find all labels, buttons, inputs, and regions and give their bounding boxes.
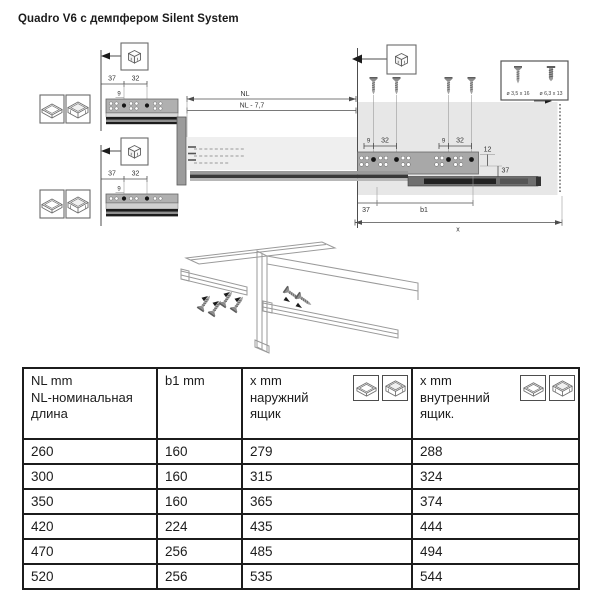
header-b1 (157, 368, 242, 439)
cell-nl: 260 (23, 439, 157, 464)
header-line: ящик (250, 406, 281, 422)
drawer-low-icon (353, 375, 379, 401)
arrow-left-icon (101, 148, 110, 155)
mounting-arrow-icon (296, 303, 303, 308)
header-line: x mm (250, 373, 282, 388)
dim-label-9: 9 (366, 138, 371, 145)
cell-x-outer: 279 (242, 439, 412, 464)
table-row (23, 439, 579, 464)
dim-label-37: 37 (108, 170, 116, 178)
dimensions-table (22, 367, 580, 590)
dim-label-x: x (456, 226, 460, 234)
drawer-type-icons (520, 375, 575, 401)
cell-nl: 420 (23, 514, 157, 539)
drawer-side-panel (187, 137, 358, 170)
drawer-type-icons-bottom (40, 190, 90, 218)
screw-icon (468, 77, 476, 95)
dim-label-9: 9 (117, 91, 121, 98)
drawer-back-panel (177, 117, 186, 185)
table-row (23, 564, 579, 589)
connector-cube-icon (129, 51, 141, 64)
dim-label-37: 37 (362, 207, 370, 214)
screw-icon (197, 293, 214, 312)
header-line: длина (31, 406, 68, 422)
cell-x-inner: 288 (412, 439, 579, 464)
header-line: ящик. (420, 406, 455, 422)
table-header-row (23, 368, 579, 439)
header-line: NL mm (31, 373, 73, 388)
dim-label-b1: b1 (420, 207, 428, 214)
cell-nl: 350 (23, 489, 157, 514)
front-profile-diagram-top (101, 43, 178, 131)
cell-b1: 256 (157, 539, 242, 564)
dim-label-nl-offset: NL - 7,7 (239, 102, 265, 110)
table-row (23, 539, 579, 564)
dim-label-32: 32 (381, 137, 389, 145)
screw-spec-box (501, 61, 568, 100)
cell-x-inner: 544 (412, 564, 579, 589)
cell-x-outer: 435 (242, 514, 412, 539)
cell-x-outer: 535 (242, 564, 412, 589)
dim-label-32: 32 (131, 170, 140, 178)
front-profile-diagram-bottom (101, 138, 178, 226)
screw-large-spec: ø 6,3 x 13 (539, 91, 563, 97)
cell-nl: 470 (23, 539, 157, 564)
connector-cube-icon (129, 146, 141, 159)
cell-nl: 520 (23, 564, 157, 589)
rail-profile (106, 99, 178, 113)
screw-icon (208, 298, 225, 317)
dim-label-nl: NL (240, 91, 250, 98)
cell-x-outer: 365 (242, 489, 412, 514)
drawer-high-icon (382, 375, 408, 401)
header-nl (23, 368, 157, 439)
cell-x-inner: 324 (412, 464, 579, 489)
mounting-arrow-icon (284, 297, 291, 302)
screw-icon (370, 77, 378, 95)
cell-x-outer: 315 (242, 464, 412, 489)
screw-small-spec: ø 3,5 x 16 (506, 91, 530, 97)
header-line: наружний (250, 389, 309, 405)
header-line: внутренний (420, 389, 490, 405)
drawer-type-icons (353, 375, 408, 401)
dim-label-32: 32 (456, 137, 464, 145)
drawer-high-icon (549, 375, 575, 401)
connector-cube-icon (396, 54, 408, 67)
dim-label-37: 37 (108, 75, 116, 83)
screw-icon (230, 294, 247, 313)
screw-icon (445, 77, 453, 95)
cell-b1: 160 (157, 489, 242, 514)
table-row (23, 489, 579, 514)
cell-x-outer: 485 (242, 539, 412, 564)
cell-b1: 256 (157, 564, 242, 589)
screw-icon (219, 289, 236, 308)
page-title: Quadro V6 с демпфером Silent System (18, 13, 239, 25)
header-x-inner (412, 368, 579, 439)
cell-b1: 160 (157, 464, 242, 489)
drawer-low-icon (520, 375, 546, 401)
cell-nl: 300 (23, 464, 157, 489)
header-line: NL-номинальная (31, 389, 133, 405)
header-line: x mm (420, 373, 452, 388)
cabinet-mounting-illustration (181, 242, 418, 353)
cell-x-inner: 444 (412, 514, 579, 539)
cell-b1: 160 (157, 439, 242, 464)
header-x-outer (242, 368, 412, 439)
table-row (23, 514, 579, 539)
dim-label-12: 12 (483, 146, 492, 154)
arrow-left-icon (101, 53, 110, 60)
cell-b1: 224 (157, 514, 242, 539)
dim-label-9: 9 (117, 186, 121, 193)
dim-label-32: 32 (131, 75, 140, 83)
header-line: b1 mm (165, 373, 205, 388)
dim-label-9: 9 (441, 138, 446, 145)
cell-x-inner: 494 (412, 539, 579, 564)
table-row (23, 464, 579, 489)
screw-icon (393, 77, 401, 95)
cell-x-inner: 374 (412, 489, 579, 514)
drawer-type-icons-top (40, 95, 90, 123)
dim-label-37: 37 (501, 167, 510, 175)
